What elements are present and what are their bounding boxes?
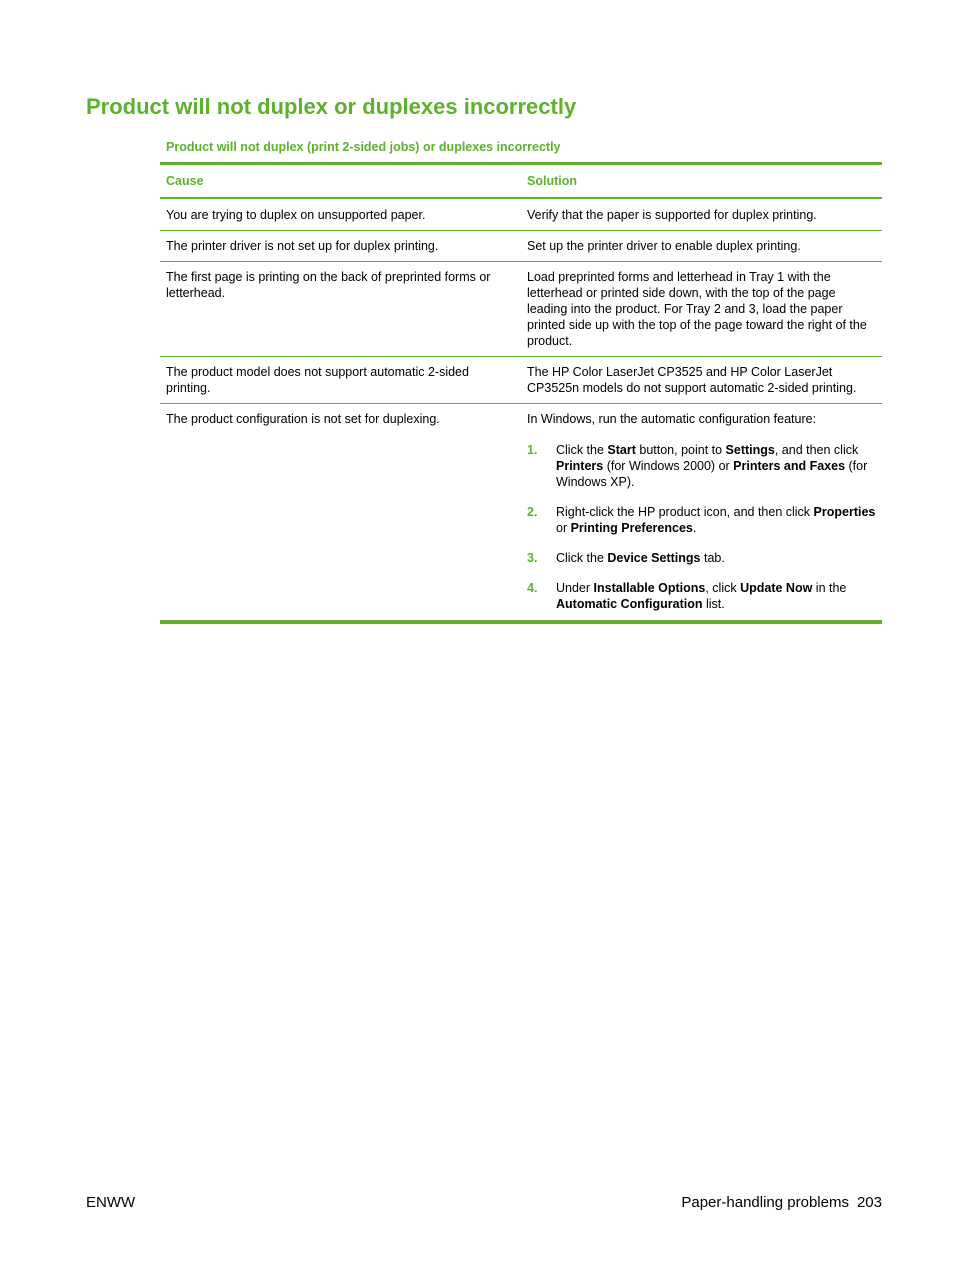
step-text-run: tab. [700, 551, 725, 565]
step-item [527, 550, 876, 566]
step-text-bold: Device Settings [607, 551, 701, 565]
step-text-run: Right-click the HP product icon, and then click [556, 505, 814, 519]
step-text-bold: Printing Preferences [570, 521, 693, 535]
step-text-run: . [692, 521, 697, 535]
step-text-run: (for Windows XP). [556, 459, 868, 489]
cause-cell: You are trying to duplex on unsupported paper. [160, 198, 521, 231]
step-number: 3. [527, 551, 538, 565]
solution-header: Solution [521, 164, 882, 199]
step-text-run: Click the [556, 551, 608, 565]
table-row [160, 231, 882, 262]
cause-cell: The product configuration is not set for duplexing. [166, 412, 440, 426]
footer-section-title: Paper-handling problems [681, 1194, 849, 1211]
step-text-bold: Update Now [740, 581, 813, 595]
step-text-run: Under [556, 581, 594, 595]
step-text-run: Click the [556, 443, 608, 457]
table-row [160, 404, 882, 623]
troubleshooting-table [160, 162, 882, 624]
cause-header: Cause [160, 164, 521, 199]
table-row [160, 357, 882, 404]
step-text-bold: Automatic Configuration [556, 597, 703, 611]
step-item [527, 580, 876, 612]
step-text [556, 551, 725, 565]
step-text-run: or [556, 521, 571, 535]
solution-intro: In Windows, run the automatic configuration feature: [527, 412, 817, 426]
step-text [556, 505, 875, 535]
step-item [527, 504, 876, 536]
solution-cell: The HP Color LaserJet CP3525 and HP Color LaserJet CP3525n models do not support automatic 2-sided printing. [521, 357, 882, 404]
cause-cell: The product model does not support automatic 2-sided printing. [160, 357, 521, 404]
step-text-run: , and then click [774, 443, 859, 457]
step-text [556, 581, 846, 611]
step-text-bold: Printers [556, 459, 604, 473]
step-number: 1. [527, 443, 538, 457]
table-caption: Product will not duplex (print 2-sided jobs) or duplexes incorrectly [166, 140, 561, 154]
footer-right [681, 1194, 882, 1212]
step-text-run: , click [705, 581, 741, 595]
page-number: 203 [856, 1194, 882, 1211]
step-text-bold: Properties [813, 505, 876, 519]
step-text-run: list. [702, 597, 725, 611]
solution-cell: Verify that the paper is supported for duplex printing. [521, 198, 882, 231]
step-text-bold: Start [607, 443, 636, 457]
solution-cell [521, 404, 882, 623]
step-text-bold: Printers and Faxes [733, 459, 846, 473]
step-text [556, 443, 867, 489]
cause-cell: The printer driver is not set up for duplex printing. [160, 231, 521, 262]
step-text-run: in the [812, 581, 847, 595]
step-item [527, 442, 876, 490]
step-text-run: button, point to [635, 443, 726, 457]
page-title: Product will not duplex or duplexes incorrectly [86, 94, 577, 119]
step-number: 2. [527, 505, 538, 519]
step-number: 4. [527, 581, 538, 595]
table-row [160, 262, 882, 357]
step-text-bold: Settings [725, 443, 775, 457]
solution-cell: Set up the printer driver to enable duplex printing. [521, 231, 882, 262]
table-row [160, 198, 882, 231]
steps-list [527, 442, 876, 612]
cause-cell: The first page is printing on the back of preprinted forms or letterhead. [160, 262, 521, 357]
step-text-bold: Installable Options [593, 581, 706, 595]
table-header-row [160, 164, 882, 199]
step-text-run: (for Windows 2000) or [603, 459, 734, 473]
footer-left-label: ENWW [86, 1194, 136, 1211]
solution-cell: Load preprinted forms and letterhead in Tray 1 with the letterhead or printed side down, with the top of the page leading into the product. For Tray 2 and 3, load the paper printed side up with the top of the page toward the right of the product. [521, 262, 882, 357]
